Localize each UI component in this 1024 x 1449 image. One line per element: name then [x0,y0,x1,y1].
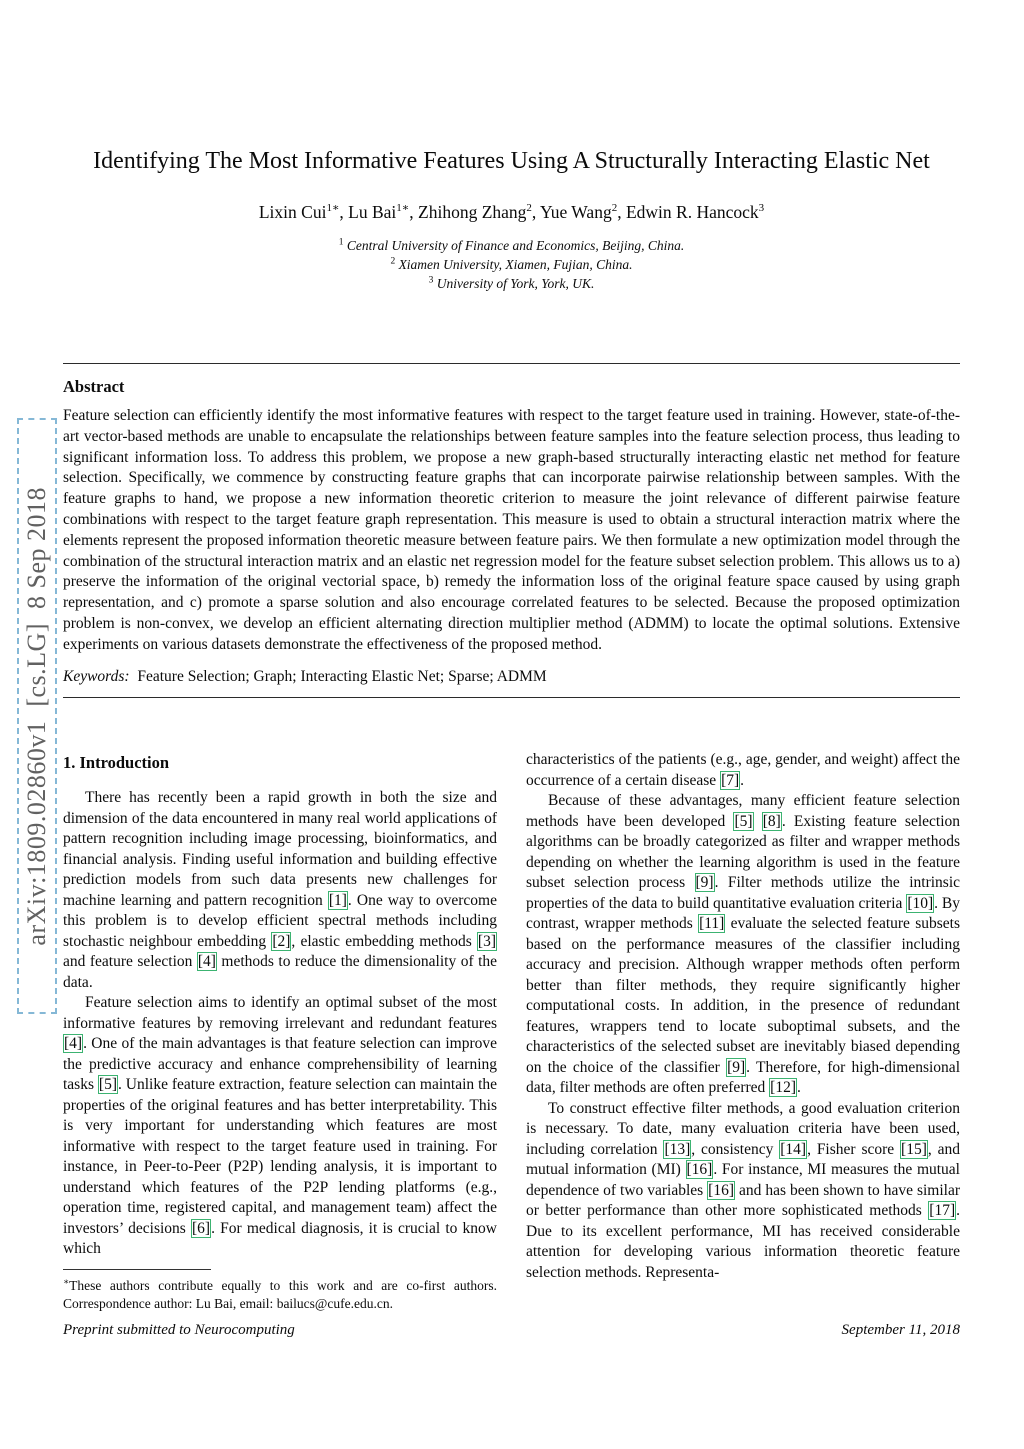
two-column-body [63,750,960,1328]
body-paragraph: There has recently been a rapid growth in both the size and dimension of the data encountered in many real world applications of pattern recognition including image processing, bioinformatics, and financial analysis. Finding useful information and building effective prediction models from such data presents new challenges for machine learning and pattern recognition [1]. One way to overcome this problem is to develop efficient spectral methods including stochastic neighbour embedding [2], elastic embedding methods [3] and feature selection [4] methods to reduce the dimensionality of the data. [63,789,497,991]
footnote [63,1277,497,1312]
citation-link[interactable]: [4] [64,1035,83,1052]
citation-link[interactable]: [7] [721,771,740,789]
citation-link[interactable]: [9] [695,874,714,891]
arxiv-stamp [17,418,57,1014]
author-name: Lu Bai$^{1∗}$ [348,202,410,222]
citation-link[interactable]: [16] [708,1181,734,1199]
footnote-text: These authors contribute equally to this work and are co-first authors. Correspondence author: Lu Bai, email: [63,1278,497,1311]
affiliation-list [63,236,960,293]
author-name: Zhihong Zhang$^2$ [418,202,532,222]
author-name: Yue Wang$^2$ [540,202,618,222]
affiliation-line: $^2$ Xiamen University, Xiamen, Fujian, China. [390,256,633,272]
citation-link[interactable]: [13] [664,1140,691,1158]
abstract-top-rule [63,363,960,364]
citation-link[interactable]: [12] [770,1079,796,1096]
citation-link[interactable]: [6] [192,1219,211,1237]
email-link[interactable]: bailucs@cufe.edu.cn [276,1295,390,1311]
author-name: Edwin R. Hancock$^3$ [625,202,765,222]
affiliation-line: $^3$ University of York, York, UK. [428,275,595,291]
page-footer [63,1322,960,1339]
body-paragraph: To construct effective filter methods, a good evaluation criterion is necessary. To date, many evaluation criteria have been used, including correlation [13], consistency [14], Fisher score [15], and mutual information (MI) [16]. For instance, MI measures the mutual dependence of two variables [16] and has been shown to have similar or better performance than other more sophisticated methods [17]. Due to its excellent performance, MI has received considerable attention for developing various information theoretic feature selection methods. Representa- [526,1099,960,1281]
citation-link[interactable]: [5] [734,812,753,830]
left-column [63,750,497,1312]
citation-link[interactable]: [9] [727,1058,746,1076]
citation-link[interactable]: [2] [272,932,291,950]
author-name: Lixin Cui$^{1∗}$ [258,202,340,222]
right-column-paragraphs [526,750,960,1283]
abstract-heading: Abstract [63,377,125,396]
footnote-rule [63,1269,211,1270]
abstract-section [63,376,960,687]
citation-link[interactable]: [11] [699,915,725,932]
body-paragraph: Feature selection aims to identify an optimal subset of the most informative features by removing irrelevant and redundant features [4]. One of the main advantages is that feature selection can improve the predictive accuracy and enhance comprehensibility of learning tasks [5]. Unlike feature extraction, feature selection can maintain the properties of the original features and has better interpretability. This is very important for understanding which features are most informative with respect to the target feature used in training. For instance, in Peer-to-Peer (P2P) lending analysis, it is important to understand which features of the P2P lending platforms (e.g., operation time, registered capital, and management team) affect the investors’ decisions [6]. For medical diagnosis, it is crucial to know which [63,994,497,1257]
left-column-paragraphs [63,788,497,1260]
body-paragraph: Because of these advantages, many efficient feature selection methods have been developed [5] [8]. Existing feature selection algorithms can be broadly categorized as filter and wrapper methods depending on whether the learning algorithm is used in the feature subset selection process [9]. Filter methods utilize the intrinsic properties of the data to build quantitative evaluation criteria [10]. By contrast, wrapper methods [11] evaluate the selected feature subsets based on the performance measures of the classifier including accuracy and precision. Although wrapper methods often perform better than filter methods, they require significantly higher computational costs. In addition, in the presence of redundant features, wrappers tend to locate suboptimal subsets, and the characteristics of the selected subset are inevitably biased depending on the choice of the classifier [9]. Therefore, for high-dimensional data, filter methods are often preferred [12]. [526,792,960,1096]
citation-link[interactable]: [8] [762,812,781,830]
footnote-marker: ∗ [63,1276,70,1287]
keywords-text: Feature Selection; Graph; Interacting Elastic Net; Sparse; ADMM [137,667,547,685]
citation-link[interactable]: [15] [901,1140,927,1158]
citation-link[interactable]: [3] [477,932,496,950]
author-line: Lixin Cui$^{1∗}$, Lu Bai$^{1∗}$, Zhihong Zhang$^2$, Yue Wang$^2$, Edwin R. Hancock$^3$ [258,202,765,222]
affiliation-line: $^1$ Central University of Finance and Economics, Beijing, China. [338,237,685,253]
abstract-bottom-rule [63,697,960,698]
keywords-label: Keywords: [63,667,130,685]
citation-link[interactable]: [17] [929,1202,956,1219]
citation-link[interactable]: [16] [686,1161,713,1178]
footnote-text-end: . [389,1295,393,1311]
page-content [63,0,960,1449]
citation-link[interactable]: [1] [328,891,347,909]
citation-link[interactable]: [5] [98,1076,117,1093]
footer-date: September 11, 2018 [841,1322,960,1338]
right-column [526,750,960,1328]
arxiv-stamp-text: arXiv:1809.02860v1 [cs.LG] 8 Sep 2018 [22,486,51,946]
body-paragraph: characteristics of the patients (e.g., age, gender, and weight) affect the occurrence of a certain disease [7]. [526,751,960,789]
paper-title: Identifying The Most Informative Features Using A Structurally Interacting Elastic Net [93,148,930,174]
abstract-text: Feature selection can efficiently identify the most informative features with respect to the target feature used in training. However, state-of-the-art vector-based methods are unable to encapsulate the relationships between feature samples into the feature selection process, thus leading to significant information loss. To address this problem, we propose a new graph-based structurally interacting elastic net method for feature selection. Specifically, we commence by constructing feature graphs that can incorporate pairwise relationship between samples. With the feature graphs to hand, we propose a new information theoretic criterion to measure the joint relevance of different pairwise feature combinations with respect to the target feature graph representation. This measure is used to obtain a structural interaction matrix where the elements represent the proposed information theoretic measure between feature pairs. We then formulate a new optimization model through the combination of the structural interaction matrix and an elastic net regression model for the feature subset selection problem. This allows us to a) preserve the information of the original vectorial space, b) remedy the information loss of the original feature space caused by using graph representation, and c) promote a sparse solution and also encourage correlated features to be selected. Because the proposed optimization problem is non-convex, we develop an efficient alternating direction multiplier method (ADMM) to locate the optimal solutions. Extensive experiments on various datasets demonstrate the effectiveness of the proposed method. [63,407,960,653]
footer-journal-note: Preprint submitted to Neurocomputing [63,1322,295,1338]
keywords-line [63,666,960,687]
citation-link[interactable]: [14] [780,1140,807,1158]
footnote-block [63,1269,497,1312]
citation-link[interactable]: [4] [197,953,216,970]
section-heading-introduction: 1. Introduction [63,753,170,772]
citation-link[interactable]: [10] [907,894,934,912]
